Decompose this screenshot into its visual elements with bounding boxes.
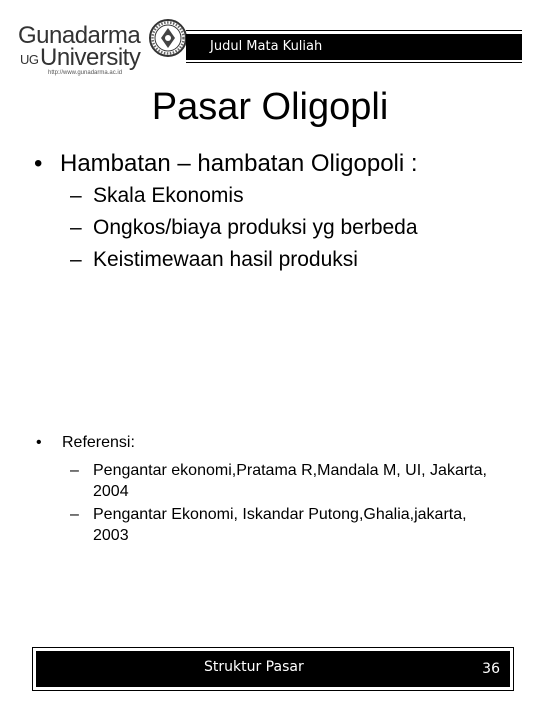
course-title: Judul Mata Kuliah <box>210 39 323 54</box>
header-divider-bottom <box>186 62 522 63</box>
logo-name: Gunadarma <box>18 22 141 49</box>
logo-ug-mark: UG <box>20 52 39 67</box>
header-divider-top <box>186 30 522 31</box>
sub-bullet-text: Skala Ekonomis <box>93 184 244 207</box>
main-bullet-text: Hambatan – hambatan Oligopoli : <box>60 150 418 177</box>
sub-bullet-item: – Skala Ekonomis <box>70 184 244 207</box>
bullet-marker: • <box>34 150 43 177</box>
reference-text: Pengantar Ekonomi, Iskandar Putong,Ghalia,jakarta, 2003 <box>93 506 467 544</box>
sub-bullet-text: Keistimewaan hasil produksi <box>93 248 358 271</box>
references-list <box>70 460 490 548</box>
page-number: 36 <box>482 661 500 677</box>
course-title-bar <box>186 34 522 60</box>
university-logo <box>14 14 184 76</box>
references-heading <box>36 434 135 452</box>
main-bullet <box>34 150 418 178</box>
reference-item: – Pengantar ekonomi,Pratama R,Mandala M, UI, Jakarta, 2004 <box>70 462 487 500</box>
sub-bullet-list <box>70 184 418 280</box>
logo-url: http://www.gunadarma.ac.id <box>48 70 123 76</box>
logo-university: University <box>40 44 141 71</box>
university-seal-icon <box>148 18 188 58</box>
sub-bullet-text: Ongkos/biaya produksi yg berbeda <box>93 216 418 239</box>
sub-bullet-item: – Keistimewaan hasil produksi <box>70 248 358 271</box>
footer-title: Struktur Pasar <box>204 659 304 675</box>
references-label: Referensi: <box>62 434 135 451</box>
footer-bar <box>36 651 510 687</box>
reference-item: – Pengantar Ekonomi, Iskandar Putong,Ghalia,jakarta, 2003 <box>70 506 467 544</box>
bullet-marker: • <box>36 434 42 451</box>
sub-bullet-item: – Ongkos/biaya produksi yg berbeda <box>70 216 418 239</box>
reference-text: Pengantar ekonomi,Pratama R,Mandala M, UI, Jakarta, 2004 <box>93 462 487 500</box>
slide-title: Pasar Oligopli <box>151 86 389 128</box>
